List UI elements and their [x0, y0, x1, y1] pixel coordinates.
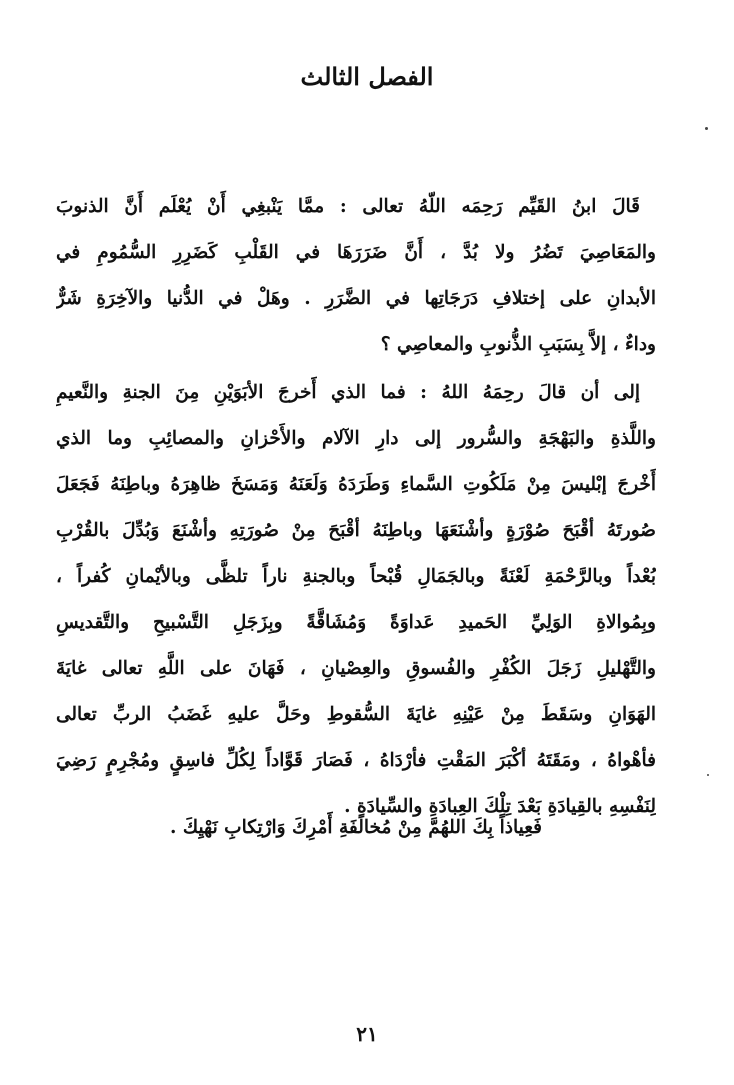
text-line: الهَوَانِ وسَقَطَ مِنْ عَيْنِهِ غايَةَ السُّقوطِ وحَلَّ عليهِ غَضَبُ الربِّ تعالى [56, 704, 656, 725]
text-line: إلى أن قالَ رحِمَهُ اللهُ : فما الذي أَخرجَ الأبَوَيْنِ مِنَ الجنةِ والنَّعيمِ [56, 382, 640, 403]
text-line: قَالَ ابنُ القَيِّم رَحِمَه اللّهُ تعالى : ممَّا يَنْبغِي أَنْ يُعْلَم أَنَّ الذنوبَ [56, 196, 640, 217]
closing-supplication: فَعِياذاً بِكَ اللهُمَّ مِنْ مُخالَفَةِ أَمْرِكَ وَارْتِكابِ نَهْيِكَ . [170, 817, 542, 838]
text-line: والمَعَاصِيَ تَضُرُ ولا بُدَّ ، أَنَّ ضَرَرَهَا في القَلْبِ كَضَرِرِ السُّمُومِ في [56, 242, 656, 263]
text-line: وداءٌ ، إلاَّ بِسَبَبِ الذُّنوبِ والمعاصِي ؟ [380, 334, 656, 355]
text-line: والتَّهْليلِ زَجَلَ الكُفْرِ والفُسوقِ والعِصْيانِ ، فَهَانَ على اللَّهِ تعالى غايَةَ [56, 658, 656, 679]
text-line: أَخْرجَ إبْليسَ مِنْ مَلَكُوتِ السَّماءِ وَطَرَدَهُ وَلَعَنَهُ وَمَسَخَ ظاهِرَهُ وباطِنَهُ فَجَعَلَ [56, 474, 656, 495]
text-line: فأهْواهُ ، ومَقَتَهُ أكْبَرَ المَقْتِ فأرْدَاهُ ، فَصَارَ قَوَّاداً لِكُلِّ فاسِقٍ ومُجْرِمٍ رَضِيَ [56, 750, 656, 771]
text-line: لِنَفْسِهِ بالقِيادَةِ بَعْدَ تِلْكَ العِبادَةِ والسِّيادَةِ . [344, 796, 656, 817]
text-line: بُعْداً وبالرَّحْمَةِ لَعْنَةً وبالجَمَالِ قُبْحاً وبالجنةِ ناراً تلظَّى وبالأيْمانِ كُفراً ، [56, 566, 656, 587]
paragraph-parents-and-iblis [56, 370, 656, 830]
text-line: وبِمُوالاةِ الوَلِيِّ الحَميدِ عَداوَةً وَمُشَاقَّةً وبِزَجَلِ التَّسْبيحِ والتَّقديسِ [56, 612, 656, 633]
text-line: الأبدانِ على إختلافِ دَرَجَاتِها في الضَّرَرِ . وهَلْ في الدُّنيا والآخِرَةِ شَرٌّ [56, 288, 656, 309]
paragraph-ibn-qayyim-quote [56, 184, 656, 368]
chapter-title: الفصل الثالث [300, 62, 434, 91]
page-number: ٢١ [356, 1022, 378, 1046]
text-line: صُورتَهُ أقْبَحَ صُوْرَةٍ وأشْنَعَهَا وباطِنَهُ أقْبَحَ مِنْ صُورَتِهِ وأشْنَعَ وَبُدِّلَ بالقُرْبِ [56, 520, 656, 541]
scan-speck [707, 774, 709, 776]
text-line: واللَّذةِ والبَهْجَةِ والسُّرور إلى دارِ الآلام والأَحْزانِ والمصائِبِ وما الذي [56, 428, 656, 449]
scan-speck [705, 127, 708, 130]
